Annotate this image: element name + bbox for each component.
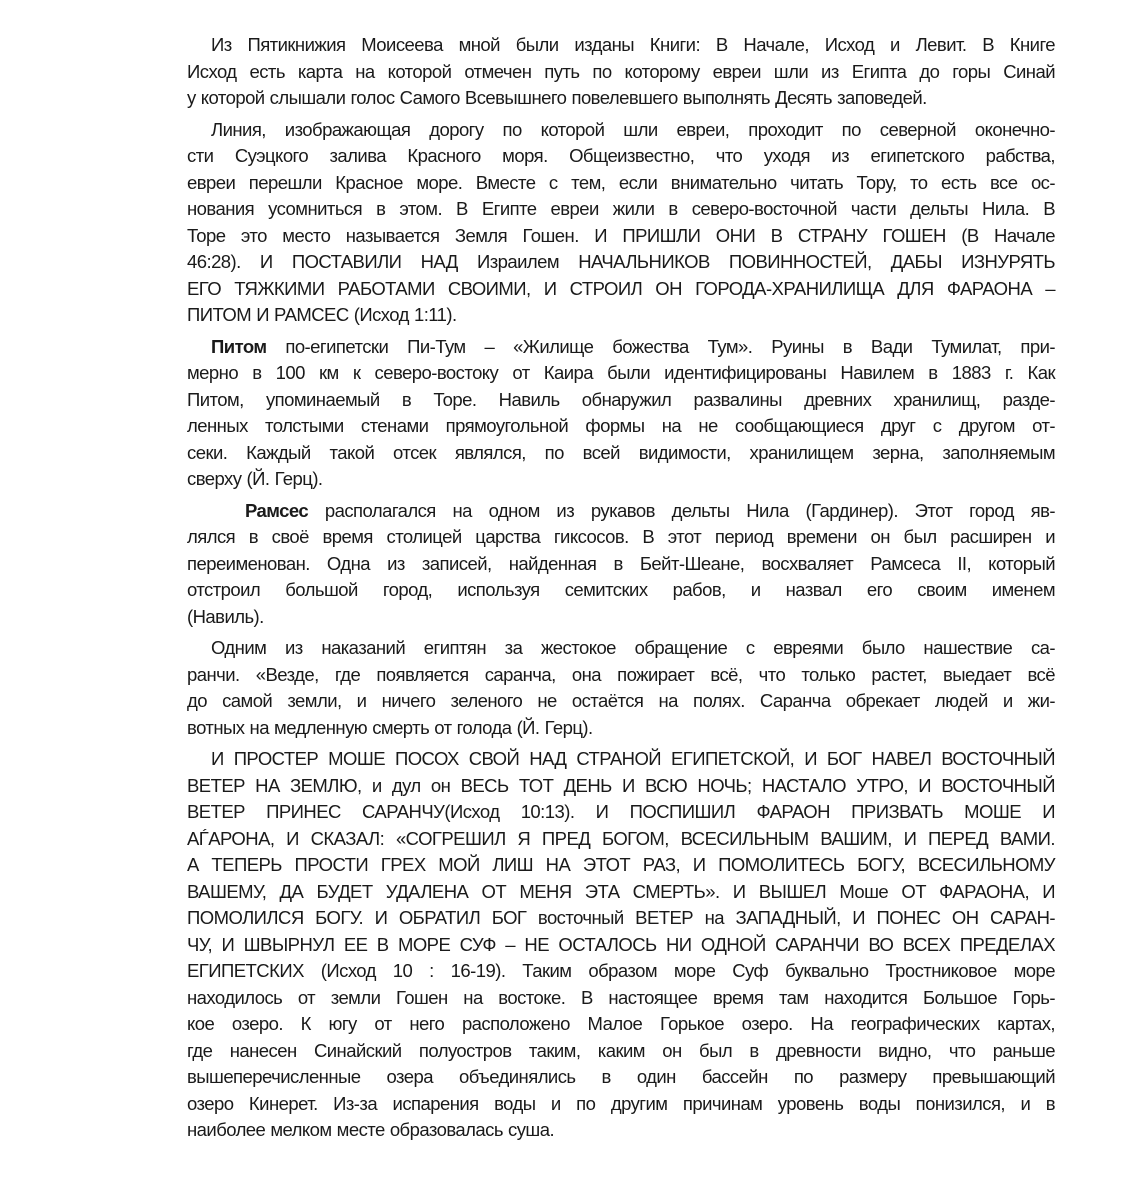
text-line: вотных на медленную смерть от голода (Й. Герц). bbox=[187, 716, 593, 738]
text-line: А ТЕПЕРЬ ПРОСТИ ГРЕХ МОЙ ЛИШ НА ЭТОТ РАЗ, И ПОМОЛИТЕСЬ БОГУ, ВСЕСИЛЬНОМУ bbox=[187, 854, 1055, 875]
text-line: Питом, упоминаемый в Торе. Навиль обнаружил развалины древних хранилищ, разде- bbox=[187, 388, 1055, 410]
text-line: у которой слышали голос Самого Всевышнего повелевшего выполнять Десять заповедей. bbox=[187, 87, 927, 108]
text-line: ленных толстыми стенами прямоугольной формы на не сообщающиеся друг с другом от- bbox=[187, 415, 1055, 436]
text-line: лялся в своё время столицей царства гиксосов. В этот период времени он был расширен и bbox=[187, 526, 1055, 547]
text-line: ЧУ, И ШВЫРНУЛ ЕЕ В МОРЕ СУФ – НЕ ОСТАЛОСЬ НИ ОДНОЙ САРАНЧИ ВО ВСЕХ ПРЕДЕЛАХ bbox=[187, 933, 1055, 955]
text-line: АЃАРОНА, И СКАЗАЛ: «СОГРЕШИЛ Я ПРЕД БОГОМ, ВСЕСИЛЬНЫМ ВАШИМ, И ПЕРЕД ВАМИ. bbox=[187, 827, 1055, 849]
text-line: ЕГИПЕТСКИХ (Исход 10 : 16-19). Таким образом море Суф буквально Тростниковое море bbox=[187, 960, 1055, 981]
text-line: ВЕТЕР НА ЗЕМЛЮ, и дул он ВЕСЬ ТОТ ДЕНЬ И ВСЮ НОЧЬ; НАСТАЛО УТРО, И ВОСТОЧНЫЙ bbox=[187, 774, 1055, 796]
text-line bbox=[163, 334, 1055, 361]
text-line: И ПРОСТЕР МОШЕ ПОСОХ СВОЙ НАД СТРАНОЙ ЕГИПЕТСКОЙ, И БОГ НАВЕЛ ВОСТОЧНЫЙ bbox=[211, 748, 1055, 769]
text-line: (Навиль). bbox=[187, 605, 264, 627]
paragraph-route-line bbox=[163, 117, 1055, 329]
paragraph-pentateuch-intro bbox=[163, 32, 1055, 112]
text-line: сверху (Й. Герц). bbox=[187, 468, 323, 489]
text-line: евреи перешли Красное море. Вместе с тем, если внимательно читать Тору, то есть все ос- bbox=[187, 171, 1055, 193]
text-line bbox=[163, 498, 1055, 525]
text-line: 46:28). И ПОСТАВИЛИ НАД Израилем НАЧАЛЬНИКОВ ПОВИННОСТЕЙ, ДАБЫ ИЗНУРЯТЬ bbox=[187, 251, 1055, 272]
text-line: сти Суэцкого залива Красного моря. Общеизвестно, что уходя из египетского рабства, bbox=[187, 145, 1055, 166]
text-line: Линия, изображающая дорогу по которой шли евреи, проходит по северной оконечно- bbox=[211, 118, 1055, 140]
text-line: Исход есть карта на которой отмечен путь по которому евреи шли из Египта до горы Синай bbox=[187, 60, 1055, 82]
text-line: ЕГО ТЯЖКИМИ РАБОТАМИ СВОИМИ, И СТРОИЛ ОН ГОРОДА-ХРАНИЛИЩА ДЛЯ ФАРАОНА – bbox=[187, 277, 1055, 299]
paragraph-pithom bbox=[163, 334, 1055, 493]
text-line: находилось от земли Гошен на востоке. В настоящее время там находится Большое Горь- bbox=[187, 986, 1055, 1008]
paragraph-rameses bbox=[163, 498, 1055, 631]
text-line: переименован. Одна из записей, найденная в Бейт-Шеане, восхваляет Рамсеса II, который bbox=[187, 552, 1055, 574]
term-pithom: Питом bbox=[211, 335, 267, 357]
text-line: ПИТОМ И РАМСЕС (Исход 1:11). bbox=[187, 304, 457, 325]
text-line: ВЕТЕР ПРИНЕС САРАНЧУ(Исход 10:13). И ПОСПИШИЛ ФАРАОН ПРИЗВАТЬ МОШЕ И bbox=[187, 801, 1055, 822]
text-line: вышеперечисленные озера объединялись в один бассейн по размеру превышающий bbox=[187, 1066, 1055, 1087]
paragraph-locusts bbox=[163, 635, 1055, 741]
text-line: ранчи. «Везде, где появляется саранча, она пожирает всё, что только растет, выедает всё bbox=[187, 663, 1055, 685]
text-segment: располагался на одном из рукавов дельты Нила (Гардинер). Этот город яв- bbox=[308, 499, 1055, 521]
text-line: Торе это место называется Земля Гошен. И ПРИШЛИ ОНИ В СТРАНУ ГОШЕН (В Начале bbox=[187, 224, 1055, 246]
text-line: где нанесен Синайский полуостров таким, каким он был в древности видно, что раньше bbox=[187, 1039, 1055, 1061]
text-line: ВАШЕМУ, ДА БУДЕТ УДАЛЕНА ОТ МЕНЯ ЭТА СМЕРТЬ». И ВЫШЕЛ Моше ОТ ФАРАОНА, И bbox=[187, 880, 1055, 902]
text-line: отстроил большой город, используя семитских рабов, и назвал его своим именем bbox=[187, 579, 1055, 600]
paragraph-sea-of-reeds bbox=[163, 746, 1055, 1144]
text-line: секи. Каждый такой отсек являлся, по всей видимости, хранилищем зерна, заполняемым bbox=[187, 441, 1055, 463]
text-line: наиболее мелком месте образовалась суша. bbox=[187, 1119, 555, 1140]
text-line: озеро Кинерет. Из-за испарения воды и по другим причинам уровень воды понизился, и в bbox=[187, 1092, 1055, 1114]
text-line: ПОМОЛИЛСЯ БОГУ. И ОБРАТИЛ БОГ восточный ВЕТЕР на ЗАПАДНЫЙ, И ПОНЕС ОН САРАН- bbox=[187, 907, 1055, 928]
text-segment: по-египетски Пи-Тум – «Жилище божества Тум». Руины в Вади Тумилат, при- bbox=[266, 335, 1055, 357]
text-line: кое озеро. К югу от него расположено Малое Горькое озеро. На географических картах, bbox=[187, 1013, 1055, 1034]
term-rameses: Рамсес bbox=[245, 499, 309, 521]
text-line: Одним из наказаний египтян за жестокое обращение с евреями было нашествие са- bbox=[211, 637, 1055, 658]
text-line: мерно в 100 км к северо-востоку от Каира были идентифицированы Навилем в 1883 г. Как bbox=[187, 362, 1055, 383]
text-line: до самой земли, и ничего зеленого не остаётся на полях. Саранча обрекает людей и жи- bbox=[187, 690, 1055, 711]
text-line: Из Пятикнижия Моисеева мной были изданы Книги: В Начале, Исход и Левит. В Книге bbox=[211, 34, 1055, 55]
text-line: нования усомниться в этом. В Египте евреи жили в северо-восточной части дельты Нила. В bbox=[187, 198, 1055, 219]
document-page bbox=[163, 32, 1055, 1149]
